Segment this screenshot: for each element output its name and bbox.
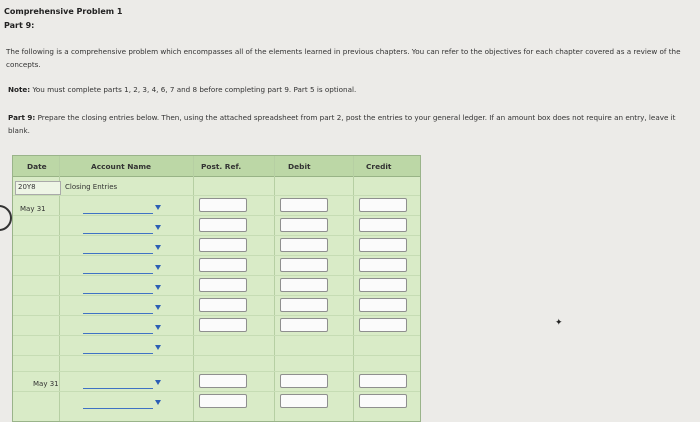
divider (13, 215, 420, 216)
account-select[interactable] (83, 262, 169, 274)
chevron-down-icon (155, 325, 161, 330)
divider (13, 255, 420, 256)
date-may-31: May 31 (20, 205, 46, 213)
part9-body: Prepare the closing entries below. Then, using the attached spreadsheet from part 2, post the entries to your general ledger. If an amount box does not require an entry, leave it blank. (8, 113, 676, 135)
debit-input[interactable] (280, 298, 328, 312)
part9-instructions (8, 111, 698, 137)
account-select[interactable] (83, 282, 169, 294)
divider (13, 235, 420, 236)
debit-input[interactable] (280, 218, 328, 232)
note-body: You must complete parts 1, 2, 3, 4, 6, 7 and 8 before completing part 9. Part 5 is optional. (32, 85, 357, 94)
chevron-down-icon (155, 380, 161, 385)
credit-input[interactable] (359, 278, 407, 292)
post-ref-input[interactable] (199, 298, 247, 312)
chevron-down-icon (155, 345, 161, 350)
journal-table (12, 155, 421, 422)
chevron-down-icon (155, 285, 161, 290)
account-select[interactable] (83, 202, 169, 214)
journal-header (13, 156, 420, 177)
divider (13, 371, 420, 372)
credit-input[interactable] (359, 218, 407, 232)
account-select[interactable] (83, 322, 169, 334)
post-ref-input[interactable] (199, 394, 247, 408)
debit-input[interactable] (280, 198, 328, 212)
mouse-cursor-icon: ✦ (555, 318, 563, 328)
divider (13, 315, 420, 316)
post-ref-input[interactable] (199, 278, 247, 292)
date-may-31-second: May 31 (33, 380, 59, 388)
credit-input[interactable] (359, 238, 407, 252)
problem-title: Comprehensive Problem 1 (4, 7, 123, 16)
post-ref-input[interactable] (199, 198, 247, 212)
year-label: 20Y8 (18, 183, 36, 191)
chevron-down-icon (155, 400, 161, 405)
part9-label: Part 9: (8, 113, 36, 122)
closing-entries-label: Closing Entries (65, 183, 118, 191)
col-credit: Credit (366, 162, 392, 171)
part-label: Part 9: (4, 21, 35, 30)
note-label: Note: (8, 85, 31, 94)
account-select[interactable] (83, 222, 169, 234)
chevron-down-icon (155, 205, 161, 210)
account-select[interactable] (83, 377, 169, 389)
credit-input[interactable] (359, 374, 407, 388)
account-select[interactable] (83, 242, 169, 254)
chevron-down-icon (155, 305, 161, 310)
post-ref-input[interactable] (199, 238, 247, 252)
credit-input[interactable] (359, 198, 407, 212)
credit-input[interactable] (359, 318, 407, 332)
post-ref-input[interactable] (199, 318, 247, 332)
post-ref-input[interactable] (199, 218, 247, 232)
account-select[interactable] (83, 342, 169, 354)
divider (13, 355, 420, 356)
intro-text: The following is a comprehensive problem which encompasses all of the elements learned in previous chapters. You can refer to the objectives for each chapter covered as a review of the concepts. (6, 47, 681, 69)
chevron-down-icon (155, 265, 161, 270)
col-debit: Debit (288, 162, 311, 171)
account-select[interactable] (83, 302, 169, 314)
divider (13, 275, 420, 276)
account-select[interactable] (83, 397, 169, 409)
divider (13, 335, 420, 336)
debit-input[interactable] (280, 258, 328, 272)
chevron-down-icon (155, 225, 161, 230)
post-ref-input[interactable] (199, 374, 247, 388)
divider (13, 391, 420, 392)
debit-input[interactable] (280, 278, 328, 292)
credit-input[interactable] (359, 298, 407, 312)
col-account-name: Account Name (91, 162, 152, 171)
debit-input[interactable] (280, 374, 328, 388)
post-ref-input[interactable] (199, 258, 247, 272)
credit-input[interactable] (359, 258, 407, 272)
debit-input[interactable] (280, 394, 328, 408)
debit-input[interactable] (280, 318, 328, 332)
note-text (8, 85, 356, 94)
divider (13, 295, 420, 296)
col-date: Date (27, 162, 47, 171)
credit-input[interactable] (359, 394, 407, 408)
radio-button[interactable] (0, 205, 12, 231)
debit-input[interactable] (280, 238, 328, 252)
divider (13, 195, 420, 196)
chevron-down-icon (155, 245, 161, 250)
col-post-ref: Post. Ref. (201, 162, 242, 171)
